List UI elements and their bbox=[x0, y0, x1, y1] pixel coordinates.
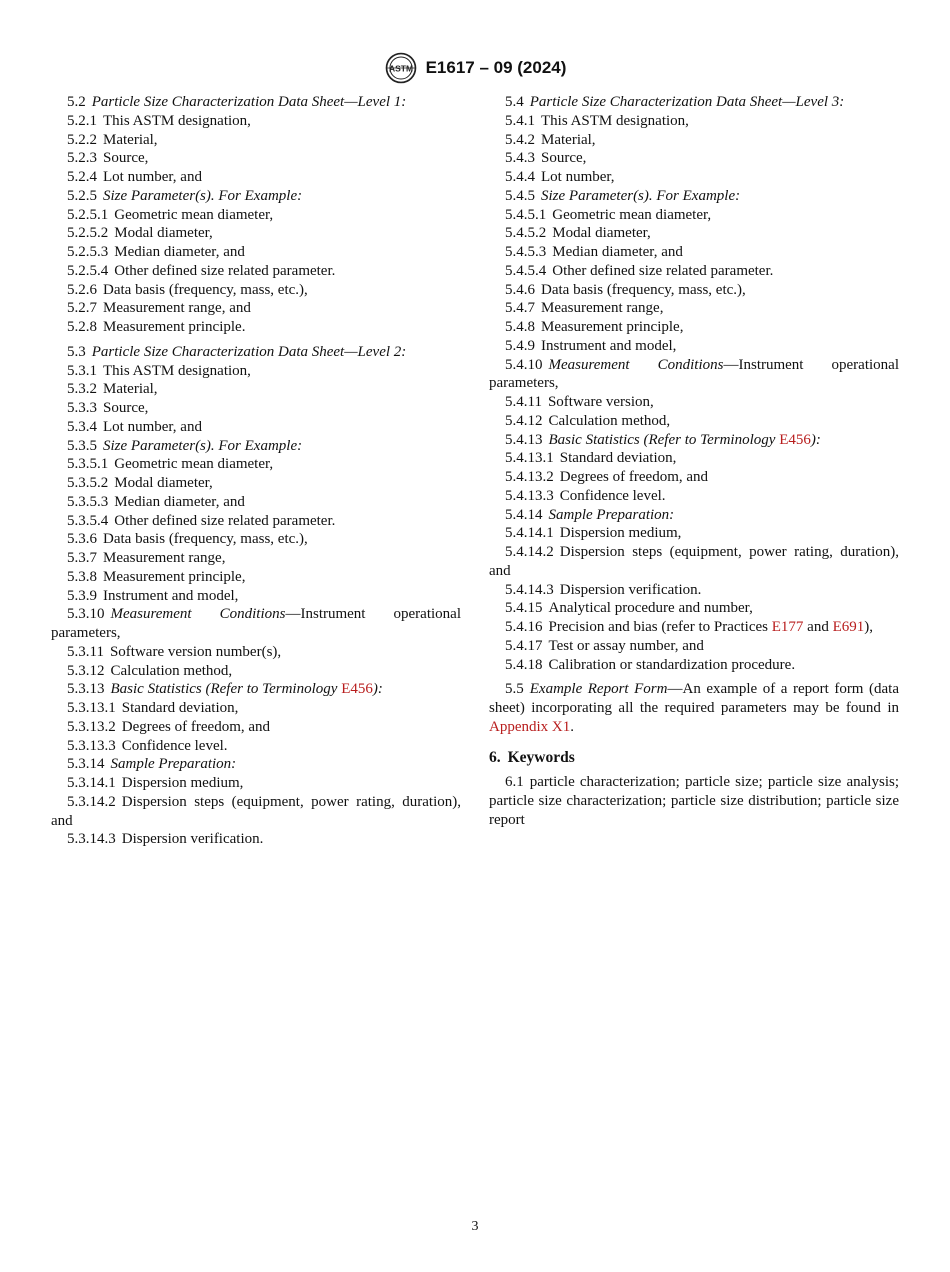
page-number: 3 bbox=[471, 1219, 479, 1234]
page-header bbox=[0, 50, 950, 86]
section-5-4-13-2: 5.4.13.2 Degrees of freedom, and bbox=[505, 469, 709, 485]
section-5-4-8: 5.4.8 Measurement principle, bbox=[505, 319, 684, 335]
section-5-3-13: 5.3.13 Basic Statistics (Refer to Terminology E456): bbox=[67, 681, 383, 698]
section-5-2-4: 5.2.4 Lot number, and bbox=[67, 169, 202, 185]
section-5-3-10: 5.3.10 Measurement Conditions—Instrument operational parameters, bbox=[51, 606, 461, 641]
section-5-4-9: 5.4.9 Instrument and model, bbox=[505, 337, 677, 354]
e177-link[interactable]: E177 bbox=[771, 619, 804, 635]
section-5-5: 5.5 Example Report Form—An example of a report form (data sheet) incorporating all the required parameters may be found in Appendix X1. bbox=[489, 681, 899, 735]
section-5-3-2: 5.3.2 Material, bbox=[67, 381, 158, 398]
section-5-2-5-3: 5.2.5.3 Median diameter, and bbox=[67, 244, 245, 260]
e456-link[interactable]: E456 bbox=[779, 431, 811, 448]
section-5-3-14-3: 5.3.14.3 Dispersion verification. bbox=[67, 831, 264, 848]
section-5-4-11: 5.4.11 Software version, bbox=[505, 394, 654, 410]
section-5-3-11: 5.3.11 Software version number(s), bbox=[67, 643, 282, 660]
section-5-4-16: 5.4.16 Precision and bias (refer to Practices E177 and E691), bbox=[505, 619, 874, 635]
section-5-3-7: 5.3.7 Measurement range, bbox=[67, 550, 226, 566]
section-5-2-5-1: 5.2.5.1 Geometric mean diameter, bbox=[67, 206, 274, 223]
svg-text:ASTM: ASTM bbox=[388, 63, 413, 74]
section-5-3-13-1: 5.3.13.1 Standard deviation, bbox=[67, 700, 239, 716]
section-5-2: 5.2 Particle Size Characterization Data Sheet—Level 1: bbox=[67, 94, 407, 110]
section-5-2-3: 5.2.3 Source, bbox=[67, 150, 149, 167]
section-5-4-18: 5.4.18 Calibration or standardization procedure. bbox=[505, 656, 796, 673]
section-5-4-14-1: 5.4.14.1 Dispersion medium, bbox=[505, 525, 682, 542]
section-5-3-5-2: 5.3.5.2 Modal diameter, bbox=[67, 475, 213, 491]
section-5-2-7: 5.2.7 Measurement range, and bbox=[67, 300, 251, 317]
section-5-3-3: 5.3.3 Source, bbox=[67, 400, 149, 416]
section-5-4-13-1: 5.4.13.1 Standard deviation, bbox=[505, 450, 677, 467]
section-5-3-14-1: 5.3.14.1 Dispersion medium, bbox=[67, 775, 244, 791]
section-5-4-12: 5.4.12 Calculation method, bbox=[505, 412, 671, 429]
section-5-3-12: 5.3.12 Calculation method, bbox=[67, 662, 233, 679]
section-5-4-6: 5.4.6 Data basis (frequency, mass, etc.), bbox=[505, 281, 746, 298]
section-5-4-17: 5.4.17 Test or assay number, and bbox=[505, 637, 704, 654]
section-5-4-13: 5.4.13 Basic Statistics (Refer to Terminology E456): bbox=[505, 431, 821, 448]
section-5-3-1: 5.3.1 This ASTM designation, bbox=[67, 362, 251, 379]
section-5-4-14-3: 5.4.14.3 Dispersion verification. bbox=[505, 581, 702, 598]
e456-link[interactable]: E456 bbox=[341, 681, 373, 698]
appendix-x1-link[interactable]: Appendix X1 bbox=[489, 718, 571, 735]
section-5-3-5: 5.3.5 Size Parameter(s). For Example: bbox=[67, 437, 303, 454]
section-5-3: 5.3 Particle Size Characterization Data Sheet—Level 2: bbox=[67, 343, 407, 360]
section-5-4-14-2: 5.4.14.2 Dispersion steps (equipment, power rating, duration), and bbox=[489, 544, 899, 579]
keywords-heading: 6. Keywords bbox=[489, 748, 575, 766]
section-5-3-14: 5.3.14 Sample Preparation: bbox=[67, 756, 237, 773]
document-id: E1617 – 09 (2024) bbox=[425, 58, 567, 77]
section-5-4-10: 5.4.10 Measurement Conditions—Instrument operational parameters, bbox=[489, 356, 899, 392]
section-5-3-4: 5.3.4 Lot number, and bbox=[67, 418, 202, 435]
section-5-4-4: 5.4.4 Lot number, bbox=[505, 169, 615, 185]
section-5-4-7: 5.4.7 Measurement range, bbox=[505, 300, 664, 317]
section-5-4-5-3: 5.4.5.3 Median diameter, and bbox=[505, 244, 683, 260]
section-5-3-5-1: 5.3.5.1 Geometric mean diameter, bbox=[67, 456, 274, 473]
section-5-4-1: 5.4.1 This ASTM designation, bbox=[505, 112, 689, 129]
section-5-4-14: 5.4.14 Sample Preparation: bbox=[505, 506, 675, 523]
section-5-4-2: 5.4.2 Material, bbox=[505, 131, 596, 148]
section-5-2-8: 5.2.8 Measurement principle. bbox=[67, 319, 246, 335]
astm-logo-icon bbox=[384, 51, 418, 85]
section-5-2-5-4: 5.2.5.4 Other defined size related parameter. bbox=[67, 262, 336, 279]
section-5-3-5-3: 5.3.5.3 Median diameter, and bbox=[67, 493, 245, 510]
section-5-3-6: 5.3.6 Data basis (frequency, mass, etc.), bbox=[67, 531, 308, 548]
section-5-2-2: 5.2.2 Material, bbox=[67, 131, 158, 148]
section-5-2-5: 5.2.5 Size Parameter(s). For Example: bbox=[67, 187, 303, 204]
section-5-4-5-2: 5.4.5.2 Modal diameter, bbox=[505, 225, 651, 242]
section-5-4-3: 5.4.3 Source, bbox=[505, 150, 587, 167]
section-5-3-8: 5.3.8 Measurement principle, bbox=[67, 568, 246, 585]
section-5-3-13-2: 5.3.13.2 Degrees of freedom, and bbox=[67, 718, 271, 735]
section-5-4-15: 5.4.15 Analytical procedure and number, bbox=[505, 600, 753, 617]
section-5-2-1: 5.2.1 This ASTM designation, bbox=[67, 112, 251, 129]
section-5-3-13-3: 5.3.13.3 Confidence level. bbox=[67, 737, 228, 754]
section-6-1: 6.1 particle characterization; particle size; particle size analysis; particle size characterization; particle size distribution; particle size report bbox=[489, 774, 899, 828]
right-column bbox=[489, 93, 899, 830]
e691-link[interactable]: E691 bbox=[832, 619, 865, 635]
section-5-4: 5.4 Particle Size Characterization Data Sheet—Level 3: bbox=[505, 94, 845, 110]
section-5-2-5-2: 5.2.5.2 Modal diameter, bbox=[67, 225, 213, 242]
section-5-3-5-4: 5.3.5.4 Other defined size related parameter. bbox=[67, 512, 336, 529]
left-column bbox=[51, 93, 461, 849]
section-5-4-5-1: 5.4.5.1 Geometric mean diameter, bbox=[505, 206, 712, 223]
section-5-4-13-3: 5.4.13.3 Confidence level. bbox=[505, 487, 666, 504]
section-5-3-9: 5.3.9 Instrument and model, bbox=[67, 587, 239, 604]
section-5-4-5: 5.4.5 Size Parameter(s). For Example: bbox=[505, 187, 741, 204]
section-5-2-6: 5.2.6 Data basis (frequency, mass, etc.), bbox=[67, 281, 308, 298]
section-5-4-5-4: 5.4.5.4 Other defined size related parameter. bbox=[505, 262, 774, 279]
section-5-3-14-2: 5.3.14.2 Dispersion steps (equipment, power rating, duration), and bbox=[51, 793, 461, 829]
